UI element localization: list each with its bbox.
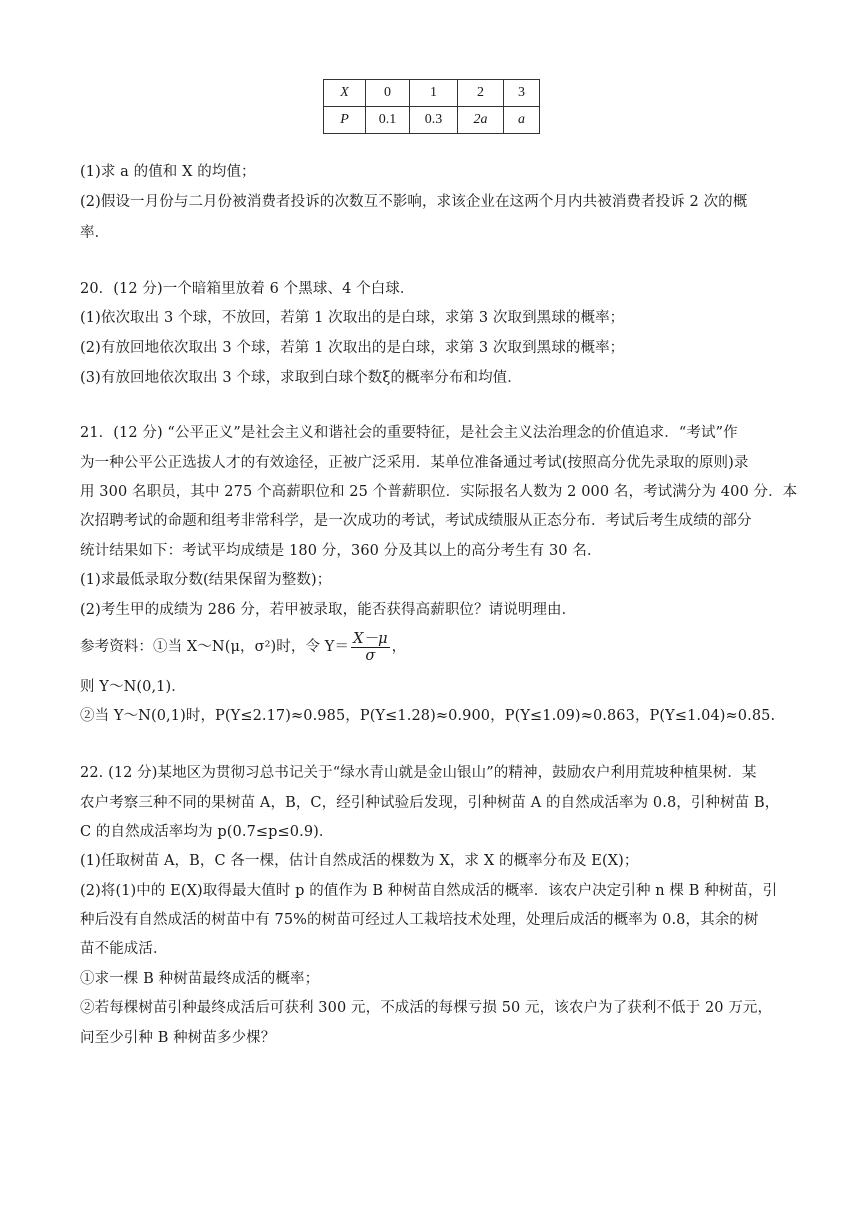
q21-line4: 次招聘考试的命题和组考非常科学，是一次成功的考试，考试成绩服从正态分布．考试后考生成绩的部分 (80, 513, 752, 529)
fraction-denominator: σ (365, 647, 376, 664)
q22-part2-line3: 苗不能成活． (80, 941, 168, 957)
q22-part2-line2: 种后没有自然成活的树苗中有 75%的树苗可经过人工栽培技术处理，处理后成活的概率为 0.8，其余的树 (80, 912, 759, 928)
q21-reference-3: ②当 Y～N(0,1)时，P(Y≤2.17)≈0.985，P(Y≤1.28)≈0.900，P(Y≤1.09)≈0.863，P(Y≤1.04)≈0.85. (80, 708, 776, 724)
q20-title: 20．(12 分)一个暗箱里放着 6 个黑球、4 个白球． (80, 281, 415, 297)
table-cell: 1 (410, 80, 458, 107)
fraction-numerator: X－μ (353, 630, 388, 647)
q22-line2: 农户考察三种不同的果树苗 A，B，C，经引种试验后发现，引种树苗 A 的自然成活率为 0.8，引种树苗 B， (80, 795, 780, 811)
probability-distribution-table (323, 79, 540, 134)
table-row (324, 107, 540, 134)
q22-line3: C 的自然成活率均为 p(0.7≤p≤0.9)． (80, 824, 334, 840)
q20-part1: (1)依次取出 3 个球，不放回，若第 1 次取出的是白球，求第 3 次取到黑球的概率； (80, 310, 625, 326)
q20-part2: (2)有放回地依次取出 3 个球，若第 1 次取出的是白球，求第 3 次取到黑球的概率； (80, 340, 625, 356)
table-cell: 0.1 (366, 107, 410, 134)
q21-part1: (1)求最低录取分数(结果保留为整数)； (80, 572, 332, 588)
reference-text: ， (391, 639, 407, 655)
q20-part3: (3)有放回地依次取出 3 个球，求取到白球个数ξ的概率分布和均值． (80, 370, 522, 386)
q19-part2-line2: 率． (80, 225, 110, 241)
table-cell: 0 (366, 80, 410, 107)
q22-sub1: ①求一棵 B 种树苗最终成活的概率； (80, 971, 320, 987)
q22-line1: 22. (12 分)某地区为贯彻习总书记关于“绿水青山就是金山银山”的精神，鼓励农户利用荒坡种植果树．某 (80, 765, 757, 781)
q21-line1: 21．(12 分) “公平正义”是社会主义和谐社会的重要特征，是社会主义法治理念的价值追求．“考试”作 (80, 425, 738, 441)
table-row (324, 80, 540, 107)
q21-reference-1 (80, 629, 790, 665)
table-cell: 0.3 (410, 107, 458, 134)
q22-part2-line1: (2)将(1)中的 E(X)取得最大值时 p 的值作为 B 种树苗自然成活的概率．该农户决定引种 n 棵 B 种树苗，引 (80, 883, 778, 899)
table-cell: a (504, 107, 540, 134)
table-cell: 2a (458, 107, 504, 134)
table-cell: 3 (504, 80, 540, 107)
q21-reference-2: 则 Y～N(0,1)． (80, 679, 186, 695)
table-cell: X (324, 80, 366, 107)
q19-part2-line1: (2)假设一月份与二月份被消费者投诉的次数互不影响，求该企业在这两个月内共被消费者投诉 2 次的概 (80, 194, 748, 210)
table-cell: 2 (458, 80, 504, 107)
reference-text: 参考资料：①当 X～N(μ，σ²)时，令 Y＝ (80, 639, 350, 655)
q21-line2: 为一种公平公正选拔人才的有效途径，正被广泛采用．某单位准备通过考试(按照高分优先录取的原则)录 (80, 455, 749, 471)
table-cell: P (324, 107, 366, 134)
q22-part1: (1)任取树苗 A，B，C 各一棵，估计自然成活的棵数为 X，求 X 的概率分布及 E(X)； (80, 853, 639, 869)
q22-sub2-line1: ②若每棵树苗引种最终成活后可获利 300 元，不成活的每棵亏损 50 元，该农户为了获利不低于 20 万元， (80, 1000, 773, 1016)
q21-line5: 统计结果如下：考试平均成绩是 180 分，360 分及其以上的高分考生有 30 名． (80, 543, 602, 559)
q21-part2: (2)考生甲的成绩为 286 分，若甲被录取，能否获得高薪职位？请说明理由． (80, 602, 577, 618)
q21-line3: 用 300 名职员，其中 275 个高薪职位和 25 个普薪职位．实际报名人数为 2 000 名，考试满分为 400 分．本 (80, 484, 798, 500)
q19-part1: (1)求 a 的值和 X 的均值； (80, 164, 256, 180)
standardization-fraction (351, 631, 390, 664)
q22-sub2-line2: 问至少引种 B 种树苗多少棵？ (80, 1030, 276, 1046)
